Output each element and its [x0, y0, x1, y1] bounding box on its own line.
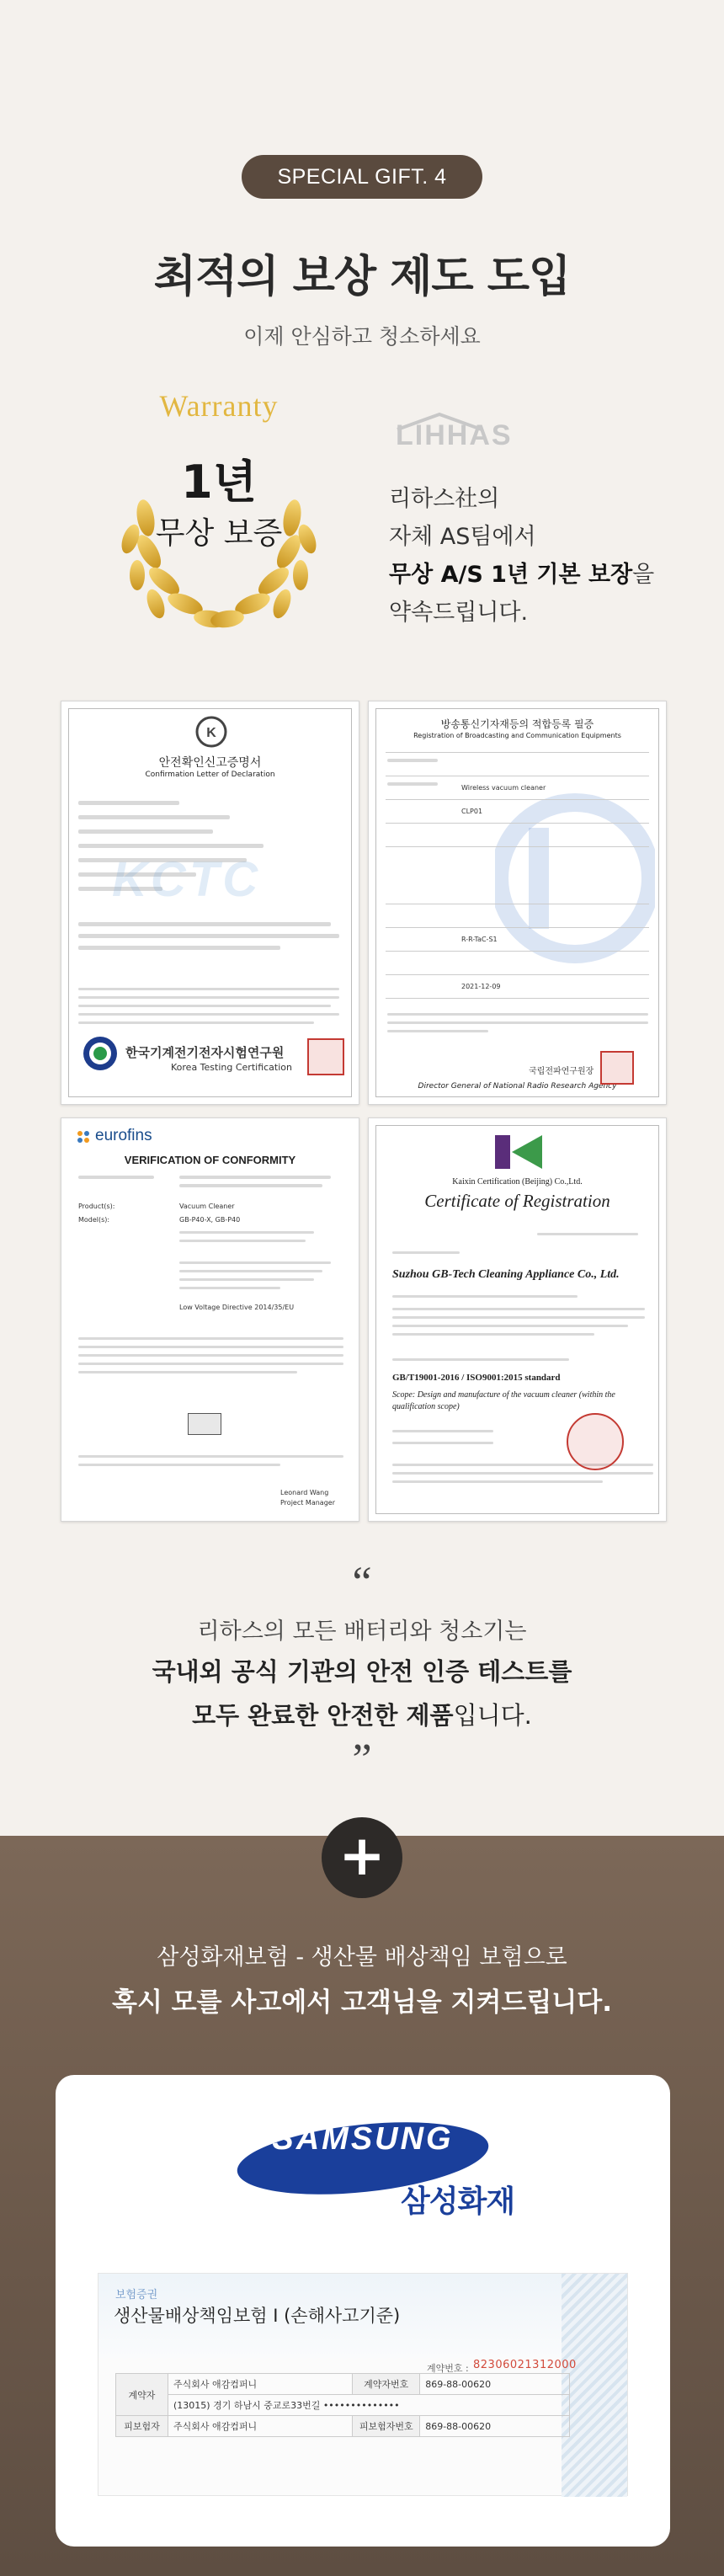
insurance-line-1: 삼성화재보험 - 생산물 배상책임 보험으로: [157, 1944, 567, 1971]
page-title: 최적의 보상 제도 도입: [153, 252, 571, 302]
quote-line-2: 국내외 공식 기관의 안전 인증 테스트를: [152, 1657, 572, 1686]
special-gift-badge: SPECIAL GIFT. 4: [242, 155, 482, 199]
kaixin-logo-icon: [495, 1135, 542, 1169]
radio-registration-certificate: 방송통신기자재등의 적합등록 필증 Registration of Broadcasting and Communication Equipments Wireless vacuum cleaner CLP01 R-R-TaC-S1 2021-12-09 국립전파연구원장 Director General of National Radio Research Agency: [368, 701, 667, 1105]
official-seal: [567, 1413, 624, 1470]
quote-line-1: 리하스의 모든 배터리와 청소기는: [197, 1619, 527, 1645]
ce-mark-icon: [188, 1413, 221, 1435]
official-seal: [600, 1051, 634, 1085]
table-row: (13015) 경기 하남시 중교로33번길 ••••••••••••••: [116, 2395, 570, 2416]
lihhas-logo: LIHHAS: [396, 419, 513, 451]
eurofins-certificate: eurofins VERIFICATION OF CONFORMITY Product(s): Vacuum Cleaner Model(s): GB-P40-X, GB-P40 Low Voltage Directive 2014/35/EU Leonard Wang Project Manager: [61, 1117, 359, 1522]
quote-line-3: 모두 완료한 안전한 제품입니다.: [192, 1701, 532, 1730]
page-subtitle: 이제 안심하고 청소하세요: [243, 324, 481, 349]
svg-text:K: K: [206, 726, 216, 740]
as-guarantee-text: 리하스社의 자체 AS팀에서 무상 A/S 1년 기본 보장을 약속드립니다.: [389, 486, 655, 626]
kc-watermark-icon: [495, 769, 655, 988]
table-row: 피보험자 주식회사 애감컴퍼니 피보험자번호 869-88-00620: [116, 2416, 570, 2437]
kc-mark-icon: [194, 715, 228, 749]
samsung-fire-logo: 삼성화재: [401, 2184, 515, 2219]
eurofins-logo-icon: [75, 1128, 92, 1145]
samsung-logo: SAMSUNG: [272, 2121, 454, 2157]
warranty-emblem: [80, 383, 358, 653]
table-row: 계약자 주식회사 애감컴퍼니 계약자번호 869-88-00620: [116, 2374, 570, 2395]
warranty-label: Warranty: [159, 389, 279, 423]
warranty-years: 1년: [181, 456, 257, 509]
kaixin-certificate: Kaixin Certification (Beijing) Co.,Ltd. Certificate of Registration Suzhou GB-Tech Cleaning Appliance Co., Ltd. GB/T19001-2016 / ISO9001:2015 standard Scope: Design and manufacture of the vacuum cleaner (within the qualification scope): [368, 1117, 667, 1522]
warranty-text: 무상 보증: [155, 516, 283, 551]
kc-declaration-certificate: K 안전확인신고증명서 Confirmation Letter of Declaration KCTC 한국기계전기전자시험연구원 Korea Testing Certification: [61, 701, 359, 1105]
insurance-policy-document: 보험증권 생산물배상책임보험 I (손해사고기준) 계약번호 : 82306021312000 계약자 주식회사 애감컴퍼니 계약자번호 869-88-00620 (13015) 경기 하남시 중교로33번길 •••••••••••••• 피보험자 주식회사 애감컴퍼니 피보험자번호 869-88-00620: [98, 2273, 628, 2496]
insurance-line-2: 혹시 모를 사고에서 고객님을 지켜드립니다.: [112, 1987, 612, 2018]
plus-icon: +: [322, 1817, 402, 1898]
policy-table: [115, 2373, 570, 2437]
insurance-card: [56, 2075, 670, 2547]
official-seal: [307, 1038, 344, 1075]
policy-title: 생산물배상책임보험 I (손해사고기준): [114, 2306, 401, 2326]
kctc-emblem-icon: [82, 1035, 119, 1072]
policy-number: 82306021312000: [473, 2359, 577, 2371]
